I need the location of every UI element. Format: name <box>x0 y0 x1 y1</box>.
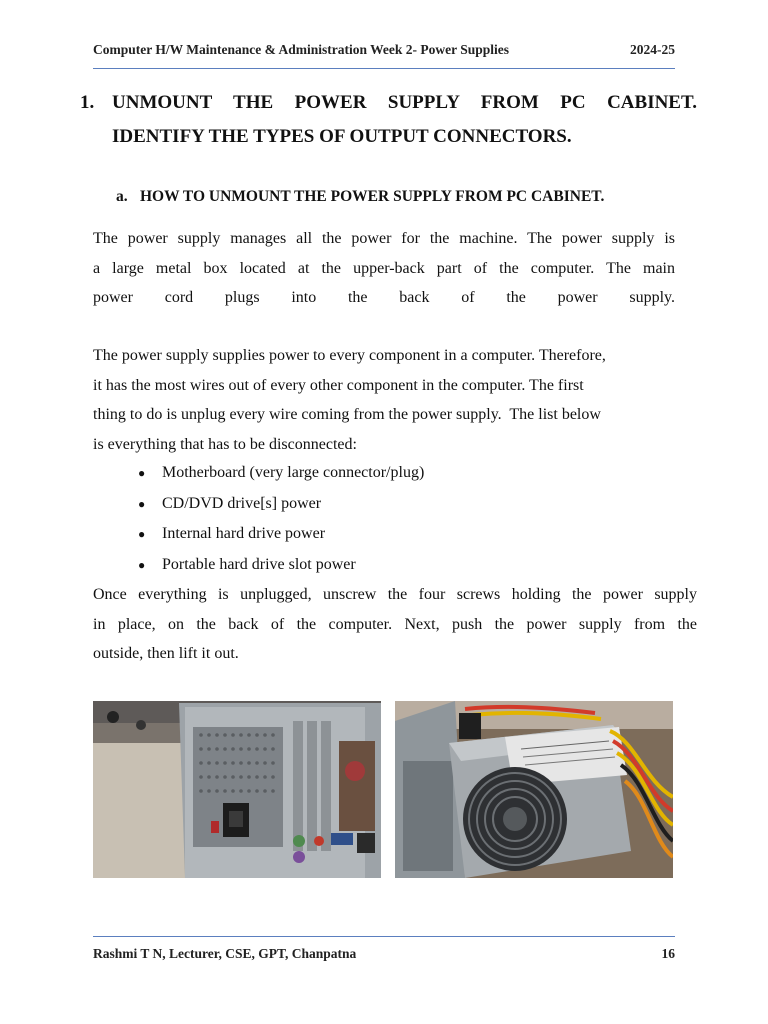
paragraph-1-line-3: power cord plugs into the back of the power supply. <box>93 289 675 306</box>
list-item <box>138 489 424 520</box>
cabinet-back-photo <box>93 701 381 878</box>
list-item <box>138 458 424 489</box>
bullet-icon: ● <box>138 466 146 480</box>
subsection-heading <box>116 188 604 206</box>
subheading-text: HOW TO UNMOUNT THE POWER SUPPLY FROM PC CABINET. <box>140 188 605 205</box>
list-item <box>138 550 424 581</box>
page-footer <box>93 946 675 962</box>
bullet-icon: ● <box>138 557 146 572</box>
power-supply-photo <box>395 701 673 878</box>
paragraph-3-line-2: in place, on the back of the computer. Next, push the power supply from the <box>93 615 697 633</box>
paragraph-2-line-4: is everything that has to be disconnected: <box>93 435 357 453</box>
bullet-icon: ● <box>138 496 146 511</box>
list-item-text: CD/DVD drive[s] power <box>162 494 322 512</box>
paragraph-1-line-1: The power supply manages all the power for the machine. The power supply is <box>93 230 675 247</box>
page-number: 16 <box>661 946 675 961</box>
paragraph-3-line-3: outside, then lift it out. <box>93 645 239 662</box>
heading-line-1: UNMOUNT THE POWER SUPPLY FROM PC CABINET. <box>112 92 697 113</box>
disconnect-list <box>138 458 424 580</box>
list-item-text: Portable hard drive slot power <box>162 555 356 573</box>
list-item-text: Motherboard (very large connector/plug) <box>162 464 425 481</box>
paragraph-3 <box>93 580 697 669</box>
paragraph-3-line-1: Once everything is unplugged, unscrew the four screws holding the power supply <box>93 586 697 603</box>
paragraph-2-line-3: thing to do is unplug every wire coming from the power supply. The list below <box>93 406 601 423</box>
paragraph-1-line-2: a large metal box located at the upper-back part of the computer. The main <box>93 259 675 277</box>
subheading-letter: a. <box>116 188 128 205</box>
bullet-icon: ● <box>138 527 146 541</box>
heading-line-2: IDENTIFY THE TYPES OF OUTPUT CONNECTORS. <box>112 126 572 147</box>
page-header <box>93 42 675 64</box>
header-rule <box>93 68 675 69</box>
paragraph-1 <box>93 224 675 313</box>
header-year: 2024-25 <box>630 42 675 57</box>
footer-rule <box>93 936 675 937</box>
paragraph-2-line-1: The power supply supplies power to every component in a computer. Therefore, <box>93 347 606 364</box>
footer-author: Rashmi T N, Lecturer, CSE, GPT, Chanpatna <box>93 946 357 961</box>
paragraph-2 <box>93 341 675 459</box>
list-item-text: Internal hard drive power <box>162 525 326 542</box>
header-title: Computer H/W Maintenance & Administration Week 2- Power Supplies <box>93 42 510 57</box>
list-item <box>138 519 424 550</box>
paragraph-2-line-2: it has the most wires out of every other component in the computer. The first <box>93 376 584 394</box>
heading-number: 1. <box>80 92 95 113</box>
section-heading <box>80 86 697 154</box>
